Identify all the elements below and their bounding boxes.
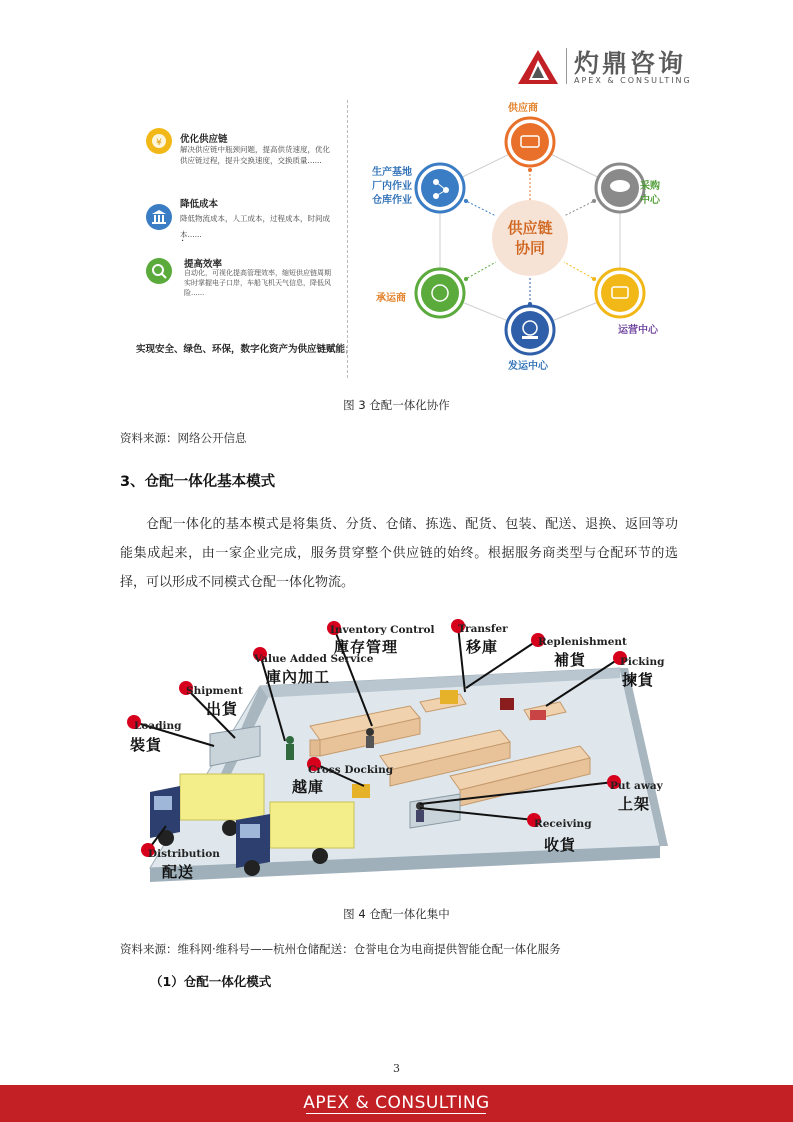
label-shipping-center: 发运中心 <box>508 361 548 372</box>
label-loading-cn: 裝貨 <box>130 736 163 754</box>
efficiency-icon <box>146 258 172 284</box>
label-transfer-cn: 移庫 <box>466 638 499 656</box>
label-value-added-en: Value Added Service <box>254 653 374 665</box>
label-warehouse-operation: 仓库作业 <box>372 195 412 206</box>
node-upper-right <box>596 164 644 212</box>
label-plant-operation: 厂内作业 <box>372 181 412 192</box>
footer-underline <box>306 1113 486 1114</box>
label-shipment-cn: 出貨 <box>206 700 239 718</box>
label-carrier: 承运商 <box>376 293 406 304</box>
label-cross-docking-en: Cross Docking <box>308 764 394 776</box>
label-transfer-en: Transfer <box>458 623 508 635</box>
logo-divider <box>566 48 567 84</box>
figure-supply-chain-collaboration <box>118 98 676 380</box>
label-receiving-cn: 收貨 <box>544 836 577 854</box>
label-replenishment-en: Replenishment <box>538 636 627 648</box>
label-procurement-2: 中心 <box>640 195 660 206</box>
subheading: （1）仓配一体化模式 <box>150 974 272 989</box>
node-top <box>506 118 554 166</box>
feature-desc-cost: 降低物流成本，人工成本，过程成本，时间成本...... <box>180 214 330 239</box>
feature-title-optimize: 优化供应链 <box>180 134 228 145</box>
figure4-source: 资料来源：维科网·维科号——杭州仓储配送：仓誉电仓为电商提供智能仓配一体化服务 <box>120 942 561 956</box>
label-inventory-cn: 庫存管理 <box>334 638 399 656</box>
feature-desc-optimize: 解决供应链中瓶颈问题，提高供货速度，优化供应链过程，提升交换速度，交换质量...... <box>180 145 330 165</box>
footer-bar <box>0 1085 793 1122</box>
feature-title-efficiency: 提高效率 <box>184 259 223 270</box>
label-distribution-en: Distribution <box>148 848 220 860</box>
label-picking-en: Picking <box>620 656 665 668</box>
logo-english-name: APEX & CONSULTING <box>574 76 692 85</box>
figure4-caption: 图 4 仓配一体化集中 <box>343 907 450 921</box>
label-receiving-en: Receiving <box>534 818 592 830</box>
label-supplier: 供应商 <box>508 103 538 114</box>
label-inventory-en: Inventory Control <box>330 624 435 636</box>
figure3-slogan: 实现安全、绿色、环保，数字化资产为供应链赋能； <box>136 344 355 355</box>
label-put-away-cn: 上架 <box>618 795 651 813</box>
label-loading-en: Loading <box>134 720 182 732</box>
label-distribution-cn: 配送 <box>162 863 195 881</box>
label-production-base: 生产基地 <box>372 167 412 178</box>
logo-triangle-icon <box>516 48 560 86</box>
label-procurement-1: 采购 <box>640 181 660 192</box>
page-number: 3 <box>393 1062 400 1075</box>
center-line-1: 供应链 <box>507 219 553 237</box>
node-lower-right <box>596 269 644 317</box>
bank-icon <box>146 204 172 230</box>
footer-text: APEX & CONSULTING <box>303 1093 490 1113</box>
body-paragraph-text: 仓配一体化的基本模式是将集货、分货、仓储、拣选、配货、包装、配送、退换、返回等功能集成起来，由一家企业完成，服务贯穿整个供应链的始终。根据服务商类型与仓配环节的选择，可以形成不同模式仓配一体化物流。 <box>120 517 678 590</box>
node-bottom <box>506 306 554 354</box>
label-replenishment-cn: 補貨 <box>554 651 587 669</box>
figure-warehouse-distribution <box>120 606 672 886</box>
section-heading: 3、仓配一体化基本模式 <box>120 474 276 490</box>
figure3-source: 资料来源：网络公开信息 <box>120 431 247 445</box>
bullet-dot: · <box>181 236 185 247</box>
coin-icon <box>146 128 172 154</box>
center-line-2: 协同 <box>514 239 546 257</box>
feature-title-cost: 降低成本 <box>180 199 219 210</box>
label-operations-center: 运营中心 <box>618 325 658 336</box>
label-put-away-en: Put away <box>610 780 663 792</box>
figure3-caption: 图 3 仓配一体化协作 <box>343 398 450 412</box>
label-picking-cn: 揀貨 <box>622 671 655 689</box>
label-cross-docking-cn: 越庫 <box>292 778 325 796</box>
label-value-added-cn: 庫內加工 <box>266 668 331 686</box>
svg-text:¥: ¥ <box>156 138 162 148</box>
feature-desc-efficiency: 自动化，可视化提高管理效率，缩短供应链周期 实时掌握电子口岸，车船飞机天气信息，降低风险...... <box>184 269 331 297</box>
supply-chain-hexagon <box>358 98 676 380</box>
header-logo <box>516 46 692 88</box>
figure3-divider <box>347 100 349 378</box>
node-lower-left <box>416 269 464 317</box>
logo-chinese-name: 灼鼎咨询 <box>574 49 687 78</box>
node-upper-left <box>416 164 464 212</box>
label-shipment-en: Shipment <box>186 685 243 697</box>
body-paragraph <box>120 510 678 597</box>
